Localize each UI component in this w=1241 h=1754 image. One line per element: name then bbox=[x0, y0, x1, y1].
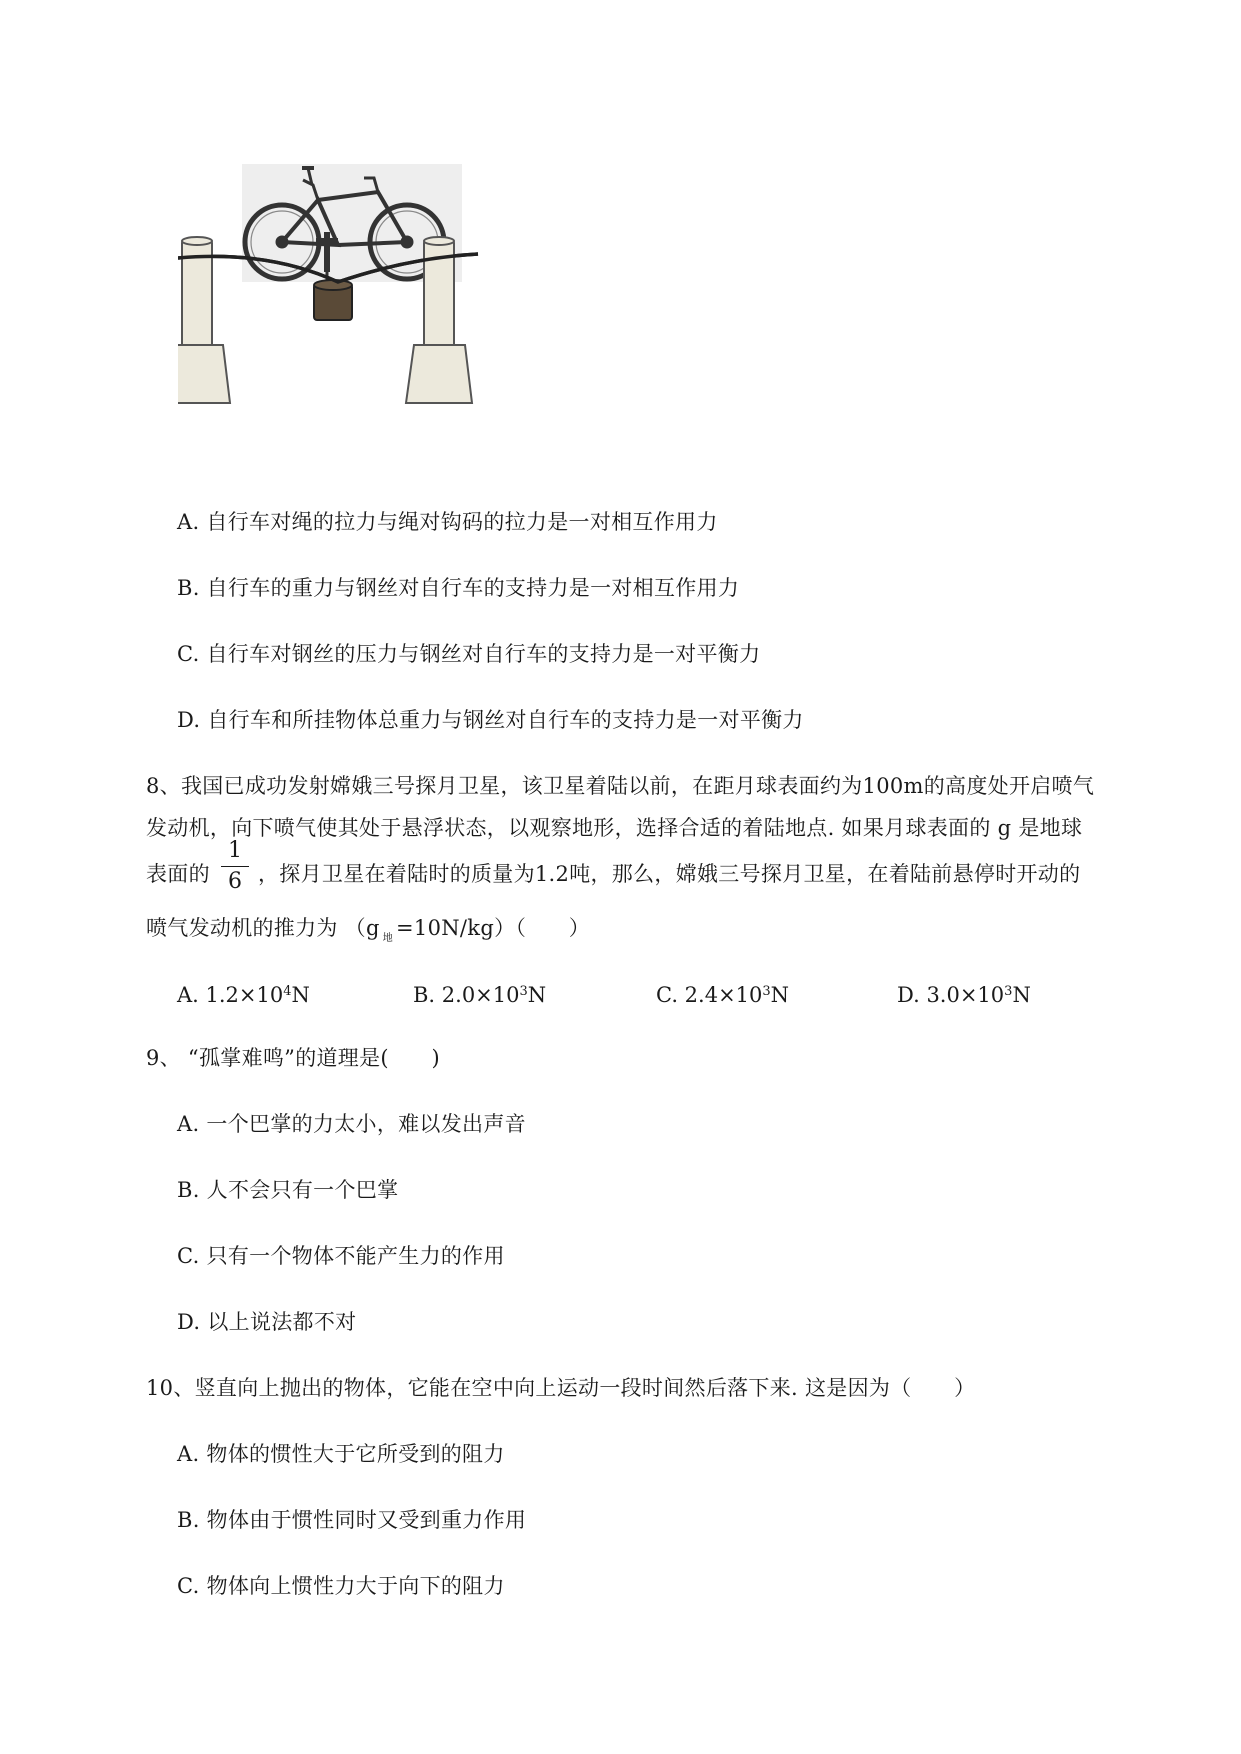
q8-option-d: D. $3.0\times 10^3N$ bbox=[897, 983, 1031, 1007]
q8-stem-line3-before: 表面的 bbox=[146, 862, 210, 886]
q7-option-d: D. 自行车和所挂物体总重力与钢丝对自行车的支持力是一对平衡力 bbox=[177, 708, 804, 732]
q8-option-c: C. $2.4\times 10^3N$ bbox=[656, 983, 790, 1007]
fraction-denominator: 6 bbox=[228, 869, 242, 894]
fraction-one-sixth bbox=[221, 838, 249, 895]
q9-option-b: B. 人不会只有一个巴掌 bbox=[177, 1178, 399, 1202]
q9-option-a: A. 一个巴掌的力太小，难以发出声音 bbox=[177, 1112, 526, 1136]
bicycle-on-wire-figure bbox=[178, 160, 538, 455]
q8-stem-line3-after: ，探月卫星在着陆时的质量为1.2吨，那么，嫦娥三号探月卫星，在着陆前悬停时开动的 bbox=[258, 862, 1081, 886]
q8-line4-before: 喷气发动机的推力为 （g bbox=[146, 916, 380, 940]
q10-option-a: A. 物体的惯性大于它所受到的阻力 bbox=[177, 1442, 505, 1466]
fraction-numerator: 1 bbox=[221, 838, 249, 867]
left-post bbox=[178, 237, 230, 403]
q7-option-b: B. 自行车的重力与钢丝对自行车的支持力是一对相互作用力 bbox=[177, 576, 740, 600]
q9-option-c: C. 只有一个物体不能产生力的作用 bbox=[177, 1244, 505, 1268]
q10-stem: 10、竖直向上抛出的物体，它能在空中向上运动一段时间然后落下来. 这是因为（ ） bbox=[146, 1376, 976, 1400]
q8-line4-subscript: 地 bbox=[382, 933, 394, 944]
q9-stem: 9、 “孤掌难鸣”的道理是( ) bbox=[146, 1046, 440, 1070]
q9-option-d: D. 以上说法都不对 bbox=[177, 1310, 357, 1334]
q8-stem-line4 bbox=[146, 914, 590, 947]
q8-stem-line2: 发动机，向下喷气使其处于悬浮状态，以观察地形，选择合适的着陆地点. 如果月球表面的 g 是地球 bbox=[146, 816, 1083, 840]
q8-stem-line1: 8、我国已成功发射嫦娥三号探月卫星，该卫星着陆以前，在距月球表面约为100m的高度处开启喷气 bbox=[146, 774, 1095, 798]
q7-option-a: A. 自行车对绳的拉力与绳对钩码的拉力是一对相互作用力 bbox=[177, 510, 718, 534]
q7-option-c: C. 自行车对钢丝的压力与钢丝对自行车的支持力是一对平衡力 bbox=[177, 642, 761, 666]
q8-option-b: B. $2.0\times 10^3N$ bbox=[413, 983, 547, 1007]
q10-option-b: B. 物体由于惯性同时又受到重力作用 bbox=[177, 1508, 527, 1532]
q10-option-c: C. 物体向上惯性力大于向下的阻力 bbox=[177, 1574, 505, 1598]
q8-line4-after: =10N/kg）（ ） bbox=[396, 916, 591, 940]
q8-option-a: A. $1.2\times 10^4N$ bbox=[177, 983, 310, 1007]
